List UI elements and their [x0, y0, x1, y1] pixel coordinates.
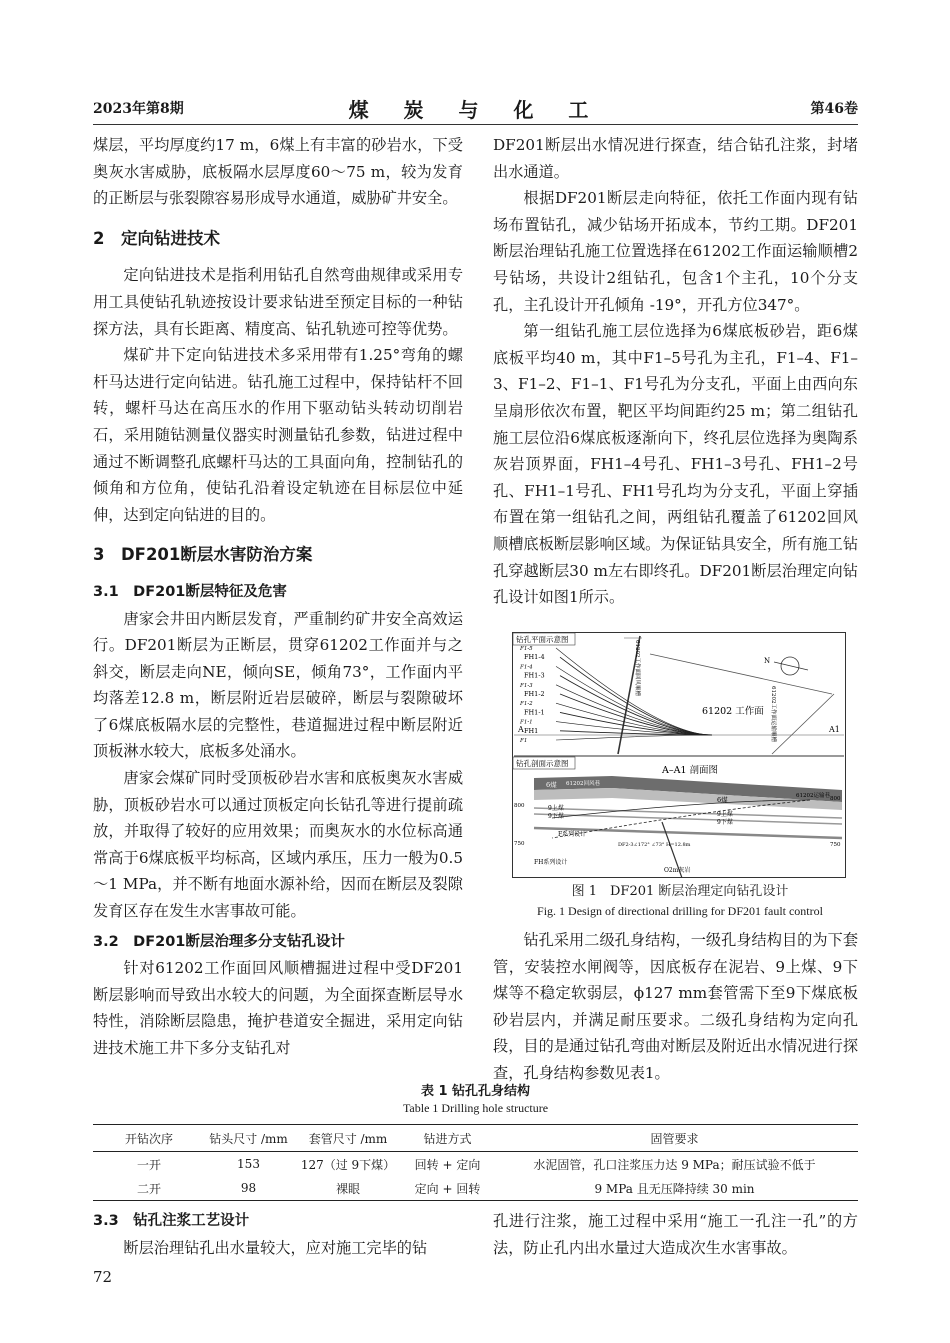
north-label: N [764, 657, 771, 665]
drill-hole-label: F1-1 [520, 719, 533, 726]
table-cell: 回转 + 定向 [414, 1157, 481, 1172]
table-cell: 水泥固管，孔口注浆压力达 9 MPa；耐压试验不低于 [533, 1157, 816, 1172]
bottom-right [493, 1208, 858, 1261]
table-cell: 9 MPa 且无压降持续 30 min [491, 1176, 858, 1201]
section-3-1-paragraph-2: 唐家会煤矿同时受顶板砂岩水害和底板奥灰水害威胁，顶板砂岩水可以通过顶板定向长钻孔等进行提前疏放，并取得了较好的应用效果；而奥灰水的水位标高通常高于6煤底板平均标高，区域内承压，压力一般为0.5～1 MPa，并不断有地面水源补给，因而在断层及裂隙发育区存在发生水害事故可能。 [93, 769, 463, 921]
left-roadway-label: 61202工作面回风顺槽 [634, 640, 640, 696]
figure-caption-en: Fig. 1 Design of directional drilling for DF201 fault control [537, 904, 823, 918]
drill-hole-label: FH1-4 [524, 653, 545, 662]
table-header: 开钻次序 [93, 1125, 205, 1152]
section-3-2-title: 3.2 DF201断层治理多分支钻孔设计 [93, 933, 345, 950]
drill-hole-label: F1-2 [520, 701, 533, 708]
table-cell: 裸眼 [292, 1176, 404, 1201]
section-2-paragraph-1: 定向钻进技术是指利用钻孔自然弯曲规律或采用专用工具使钻孔轨迹按设计要求钻进至预定目标的一种钻探方法，具有长距离、精度高、钻孔轨迹可控等优势。 [93, 266, 463, 338]
section-9d-left: 9下煤 [548, 813, 564, 820]
table-cell: 127（过 9下煤） [300, 1157, 396, 1172]
drill-hole-label: F1-5 [520, 646, 533, 652]
table-cell: 二开 [93, 1176, 205, 1201]
volume-label: 第46卷 [810, 101, 858, 117]
elev-750-right: 750 [830, 842, 841, 848]
drill-hole-label: F1 [520, 738, 528, 744]
right-roadway-label: 61202工作面运输顺槽 [770, 686, 776, 742]
table-cell: 一开 [136, 1157, 161, 1172]
drill-hole-label: FH1 [524, 726, 539, 735]
section-3-1-paragraph-1: 唐家会井田内断层发育，严重制约矿井安全高效运行。DF201断层为正断层，贯穿61202工作面并与之斜交，断层走向NE，倾向SE，倾角73°，工作面内平均落差12.8 m，断层附近岩层破碎，断层与裂隙破坏了6煤底板隔水层的完整性，巷道掘进过程中断层附近顶板淋水较大，底板多处涌水。 [93, 609, 463, 761]
section-3-2-paragraph-1: 针对61202工作面回风顺槽掘进过程中受DF201断层影响而导致出水较大的问题，为全面探查断层导水特性，消除断层隐患，掩护巷道安全掘进，采用定向钻进技术施工井下多分支钻孔对 [93, 959, 463, 1057]
right-paragraph-4: 钻孔采用二级孔身结构，一级孔身结构目的为下套管，安装控水闸阀等，因底板存在泥岩、9上煤、9下煤等不稳定软弱层，ϕ127 mm套管需下至9下煤底板砂岩层内，并满足耐压要求。二级孔身结构为定向孔段，目的是通过钻孔弯曲对断层及附近出水情况进行探查，孔身结构参数见表1。 [493, 931, 858, 1082]
right-column [493, 132, 858, 611]
right-column-lower [493, 927, 858, 1087]
right-paragraph-2: 根据DF201断层走向特征，依托工作面内现有钻场布置钻孔，减少钻场开拓成本，节约工期。DF201断层治理钻孔施工位置选择在61202工作面运输顺槽2号钻场，共设计2组钻孔，包含1个主孔，10个分支孔，主孔设计开孔倾角 -19°，开孔方位347°。 [493, 189, 858, 314]
issue-label: 2023年第8期 [93, 101, 184, 117]
header-rule [93, 124, 858, 125]
running-header [93, 96, 858, 120]
drill-hole-label: FH1-3 [524, 671, 545, 680]
drill-hole-label: FH1-1 [524, 708, 545, 717]
figure-frame [513, 633, 846, 878]
table-row [93, 1152, 858, 1177]
drilling-design-figure [512, 632, 846, 878]
plan-title: 钻孔平面示意图 [516, 635, 569, 644]
elev-800-left: 800 [514, 803, 525, 809]
section-road-right: 61202运输巷 [796, 793, 830, 799]
f-design-label: F系列设计 [558, 831, 587, 838]
page-number: 72 [93, 1268, 113, 1286]
fault-param-label: DF2-3∠172° ∠73° H=12.8m [618, 842, 691, 848]
section-coal6-right: 6煤 [717, 796, 728, 804]
section-3-1-title: 3.1 DF201断层特征及危害 [93, 583, 287, 600]
drill-hole-label: F1-4 [520, 664, 533, 671]
section-3-3-title: 3.3 钻孔注浆工艺设计 [93, 1213, 250, 1229]
table-row [93, 1176, 858, 1201]
section-road-left: 61202回风巷 [566, 781, 600, 787]
section-2-paragraph-2: 煤矿井下定向钻进技术多采用带有1.25°弯角的螺杆马达进行定向钻进。钻孔施工过程中，保持钻杆不回转，螺杆马达在高压水的作用下驱动钻头转动切削岩石，采用随钻测量仪器实时测量钻孔参数，钻进过程中通过不断调整孔底螺杆马达的工具面向角，控制钻孔的倾角和方位角，使钻孔沿着设定轨迹在目标层位中延伸，达到定向钻进的目的。 [93, 346, 463, 524]
table-cell: 定向 + 回转 [404, 1176, 491, 1201]
journal-title: 煤 炭 与 化 工 [348, 98, 603, 122]
fh-design-label: FH系列设计 [534, 859, 568, 866]
face-label: 61202 工作面 [702, 706, 764, 717]
section-coal6-left: 6煤 [546, 781, 557, 789]
table-header: 套管尺寸 /mm [292, 1125, 404, 1152]
right-continuation: DF201断层出水情况进行探查，结合钻孔注浆，封堵出水通道。 [493, 136, 858, 181]
section-title: 钻孔剖面示意图 [516, 759, 569, 768]
left-column [93, 132, 463, 1062]
elev-800-right: 800 [830, 796, 841, 802]
figure-caption-cn: 图 1 DF201 断层治理定向钻孔设计 [571, 884, 789, 899]
table-cell: 98 [205, 1176, 292, 1201]
section-9d-right: 9下煤 [717, 819, 733, 826]
section-label: A–A1 剖面图 [662, 765, 719, 776]
bottom-right-paragraph: 孔进行注浆，施工过程中采用“施工一孔注一孔”的方法，防止孔内出水量过大造成次生水害事故。 [493, 1212, 858, 1257]
drill-hole-label: FH1-2 [524, 690, 545, 698]
section-3-title: 3 DF201断层水害防治方案 [93, 545, 313, 565]
table-header: 钻进方式 [404, 1125, 491, 1152]
table-cell: 153 [237, 1157, 260, 1171]
limestone-label: O2m灰岩 [664, 867, 691, 874]
section-9u-left: 9上煤 [548, 805, 564, 812]
section-2-title: 2 定向钻进技术 [93, 228, 220, 248]
table-header-row [93, 1125, 858, 1152]
intro-paragraph: 煤层，平均厚度约17 m，6煤上有丰富的砂岩水，下受奥灰水害威胁，底板隔水层厚度60～75 m，较为发育的正断层与张裂隙容易形成导水通道，威胁矿井安全。 [93, 136, 463, 208]
table-caption-cn: 表 1 钻孔孔身结构 [420, 1084, 531, 1099]
section-9u-right: 9上煤 [717, 811, 733, 818]
elev-750-left: 750 [514, 841, 525, 847]
point-a1: A1 [829, 725, 840, 734]
table-caption-en: Table 1 Drilling hole structure [402, 1101, 549, 1115]
table-header: 钻头尺寸 /mm [205, 1125, 292, 1152]
point-a: A [518, 725, 524, 734]
right-paragraph-3: 第一组钻孔施工层位选择为6煤底板砂岩，距6煤底板平均40 m，其中F1–5号孔为主孔，F1–4、F1–3、F1–2、F1–1、F1号孔为分支孔，平面上由西向东呈扇形依次布置，靶区平均间距约25 m；第二组钻孔施工层位沿6煤底板逐渐向下，终孔层位选择为奥陶系灰岩顶界面，FH1–4号孔、FH1–3号孔、FH1–2号孔、FH1–1号孔、FH1号孔均为分支孔，平面上穿插布置在第一组钻孔之间，两组钻孔覆盖了61202回风顺槽底板断层影响区域。为保证钻具安全，所有施工钻孔穿越断层30 m左右即终孔。DF201断层治理定向钻孔设计如图1所示。 [493, 322, 858, 607]
bottom-left [93, 1204, 463, 1261]
hole-structure-table [93, 1124, 858, 1201]
table-header: 固管要求 [491, 1125, 858, 1152]
drill-hole-label: F1-3 [520, 682, 533, 689]
section-3-3-paragraph: 断层治理钻孔出水量较大，应对施工完毕的钻 [123, 1238, 428, 1257]
